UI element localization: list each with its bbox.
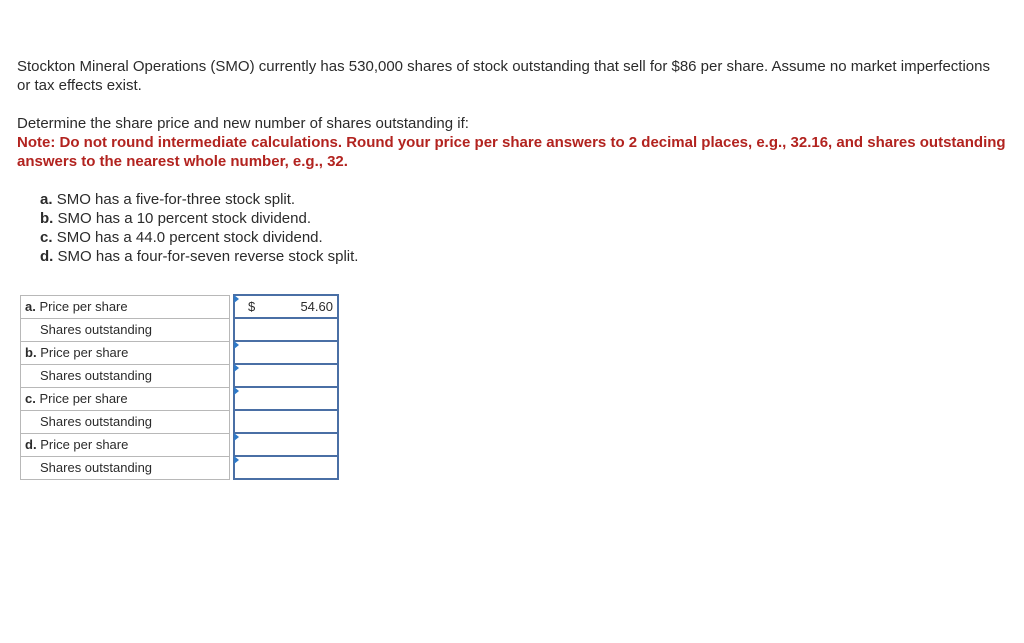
part-letter: d. bbox=[40, 248, 54, 265]
row-label-text: Price per share bbox=[39, 299, 128, 314]
part-text: SMO has a 10 percent stock dividend. bbox=[57, 210, 311, 227]
c-shares-input-cell bbox=[234, 410, 338, 433]
a-price-input-cell bbox=[234, 295, 338, 318]
part-letter: b. bbox=[40, 210, 54, 227]
table-row bbox=[21, 387, 339, 410]
row-label bbox=[21, 410, 230, 433]
part-text: SMO has a five-for-three stock split. bbox=[56, 191, 296, 208]
row-label bbox=[21, 433, 230, 456]
row-label-text: Shares outstanding bbox=[40, 322, 153, 337]
row-label-text: Shares outstanding bbox=[40, 414, 153, 429]
part-a bbox=[40, 190, 1007, 209]
row-letter: d. bbox=[25, 437, 37, 452]
part-d bbox=[40, 247, 1007, 266]
row-label-text: Price per share bbox=[40, 345, 129, 360]
b-price-input-cell bbox=[234, 341, 338, 364]
row-letter: a. bbox=[25, 299, 36, 314]
a-shares-input[interactable] bbox=[239, 320, 333, 338]
part-letter: c. bbox=[40, 229, 53, 246]
row-label bbox=[21, 295, 230, 318]
row-label bbox=[21, 318, 230, 341]
b-price-input[interactable] bbox=[239, 343, 333, 361]
part-c bbox=[40, 228, 1007, 247]
table-row bbox=[21, 456, 339, 479]
problem-statement bbox=[17, 57, 1007, 266]
row-letter: b. bbox=[25, 345, 37, 360]
row-label-text: Shares outstanding bbox=[40, 460, 153, 475]
part-text: SMO has a four-for-seven reverse stock split. bbox=[57, 248, 359, 265]
table-row bbox=[21, 295, 339, 318]
part-letter: a. bbox=[40, 191, 53, 208]
row-label bbox=[21, 387, 230, 410]
table-row bbox=[21, 433, 339, 456]
a-shares-input-cell bbox=[234, 318, 338, 341]
problem-instruction: Determine the share price and new number of shares outstanding if: bbox=[17, 115, 469, 132]
row-label-text: Price per share bbox=[40, 437, 129, 452]
row-label bbox=[21, 341, 230, 364]
row-label bbox=[21, 456, 230, 479]
table-row bbox=[21, 341, 339, 364]
c-price-input-cell bbox=[234, 387, 338, 410]
rounding-note: Note: Do not round intermediate calculations. Round your price per share answers to 2 decimal places, e.g., 32.16, and shares outstanding answers to the nearest whole number, e.g., 32. bbox=[17, 134, 1006, 170]
part-b bbox=[40, 209, 1007, 228]
currency-symbol: $ bbox=[248, 299, 256, 314]
parts-list bbox=[40, 190, 1007, 266]
row-label-text: Shares outstanding bbox=[40, 368, 153, 383]
row-label-text: Price per share bbox=[39, 391, 128, 406]
table-row bbox=[21, 364, 339, 387]
b-shares-input-cell bbox=[234, 364, 338, 387]
a-price-input[interactable] bbox=[257, 297, 333, 315]
d-shares-input[interactable] bbox=[239, 458, 333, 476]
d-price-input-cell bbox=[234, 433, 338, 456]
d-shares-input-cell bbox=[234, 456, 338, 479]
c-price-input[interactable] bbox=[239, 389, 333, 407]
b-shares-input[interactable] bbox=[239, 366, 333, 384]
d-price-input[interactable] bbox=[239, 435, 333, 453]
row-label bbox=[21, 364, 230, 387]
problem-intro: Stockton Mineral Operations (SMO) currently has 530,000 shares of stock outstanding that sell for $86 per share. Assume no market imperfections or tax effects exist. bbox=[17, 58, 990, 94]
row-letter: c. bbox=[25, 391, 36, 406]
c-shares-input[interactable] bbox=[239, 412, 333, 430]
table-row bbox=[21, 318, 339, 341]
part-text: SMO has a 44.0 percent stock dividend. bbox=[56, 229, 323, 246]
table-row bbox=[21, 410, 339, 433]
input-marker-icon bbox=[234, 295, 239, 303]
answer-table bbox=[20, 294, 339, 480]
